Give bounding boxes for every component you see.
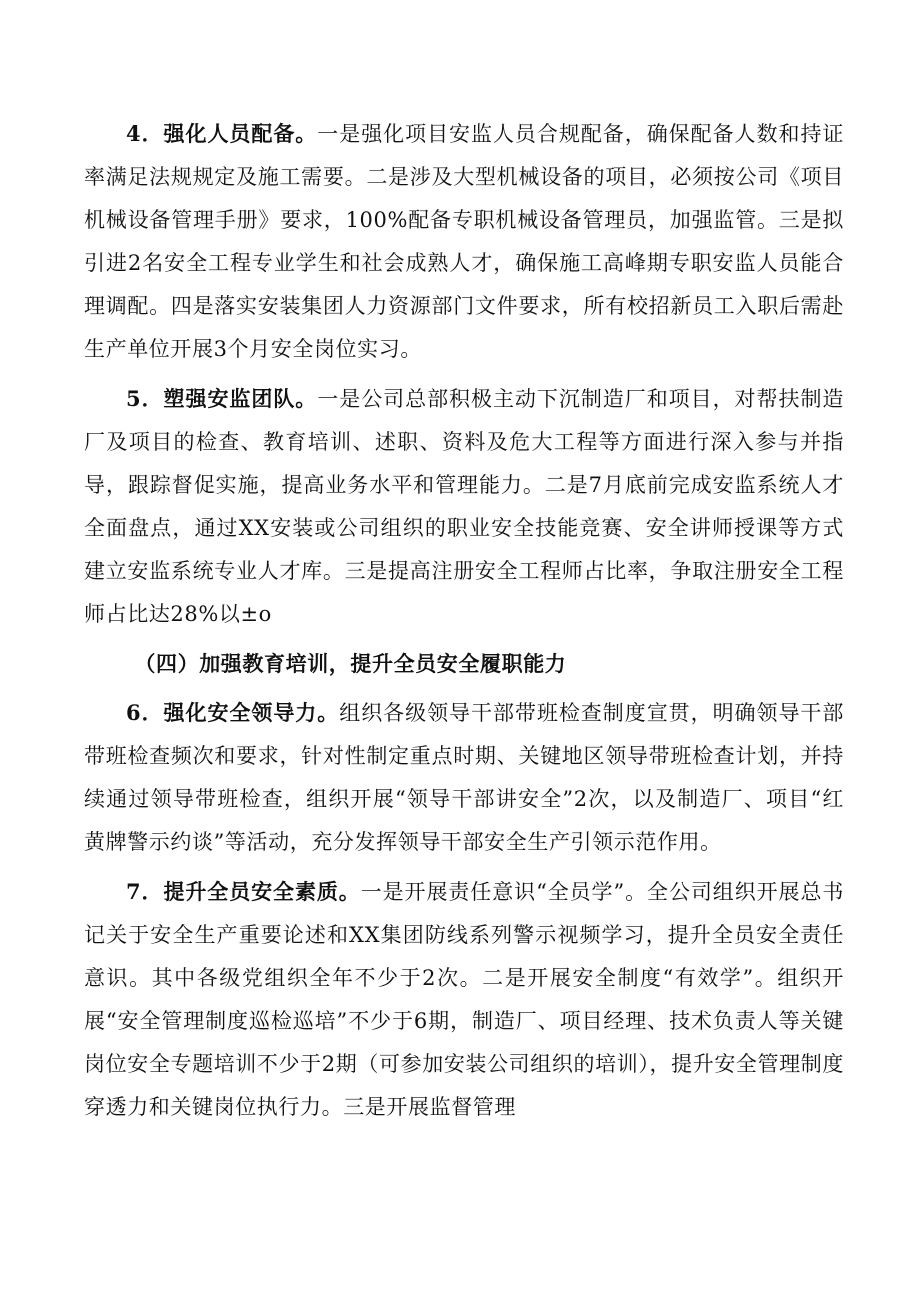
document-page — [84, 112, 844, 1135]
paragraph-7-heading: 7．提升全员安全素质。 — [126, 879, 361, 904]
paragraph-5-heading: 5．塑强安监团队。 — [126, 386, 318, 411]
paragraph-6-body: 组织各级领导干部带班检查制度宣贯，明确领导干部带班检查频次和要求，针对性制定重点时期、关键地区领导带班检查计划，并持续通过领导带班检查，组织开展“领导干部讲安全”2次，以及制造厂、项目“红黄牌警示约谈”等活动，充分发挥领导干部安全生产引领示范作用。 — [84, 701, 844, 854]
paragraph-6-heading: 6．强化安全领导力。 — [126, 700, 340, 725]
paragraph-4-body: 一是强化项目安监人员合规配备，确保配备人数和持证率满足法规规定及施工需要。二是涉及大型机械设备的项目，必须按公司《项目机械设备管理手册》要求，100%配备专职机械设备管理员，加强监管。三是拟引进2名安全工程专业学生和社会成熟人才，确保施工高峰期专职安监人员能合理调配。四是落实安装集团人力资源部门文件要求，所有校招新员工入职后需赴生产单位开展3个月安全岗位实习。 — [84, 122, 845, 361]
section-heading-4: （四）加强教育培训，提升全员安全履职能力 — [134, 651, 567, 676]
paragraph-7-body: 一是开展责任意识“全员学”。全公司组织开展总书记关于安全生产重要论述和XX集团防线系列警示视频学习，提升全员安全责任意识。其中各级党组织全年不少于2次。二是开展安全制度“有效学”。组织开展“安全管理制度巡检巡培”不少于6期，制造厂、项目经理、技术负责人等关键岗位安全专题培训不少于2期（可参加安装公司组织的培训），提升安全管理制度穿透力和关键岗位执行力。三是开展监督管理 — [84, 880, 844, 1119]
paragraph-4-staffing — [84, 112, 844, 371]
paragraph-6-leadership — [84, 691, 844, 864]
paragraph-5-team — [84, 377, 844, 636]
paragraph-7-quality — [84, 870, 844, 1129]
paragraph-5-body: 一是公司总部积极主动下沉制造厂和项目，对帮扶制造厂及项目的检查、教育培训、述职、资料及危大工程等方面进行深入参与并指导，跟踪督促实施，提高业务水平和管理能力。二是7月底前完成安监系统人才全面盘点，通过XX安装或公司组织的职业安全技能竞赛、安全讲师授课等方式建立安监系统专业人才库。三是提高注册安全工程师占比率，争取注册安全工程师占比达28%以±o — [84, 387, 845, 626]
paragraph-4-heading: 4．强化人员配备。 — [126, 121, 318, 146]
